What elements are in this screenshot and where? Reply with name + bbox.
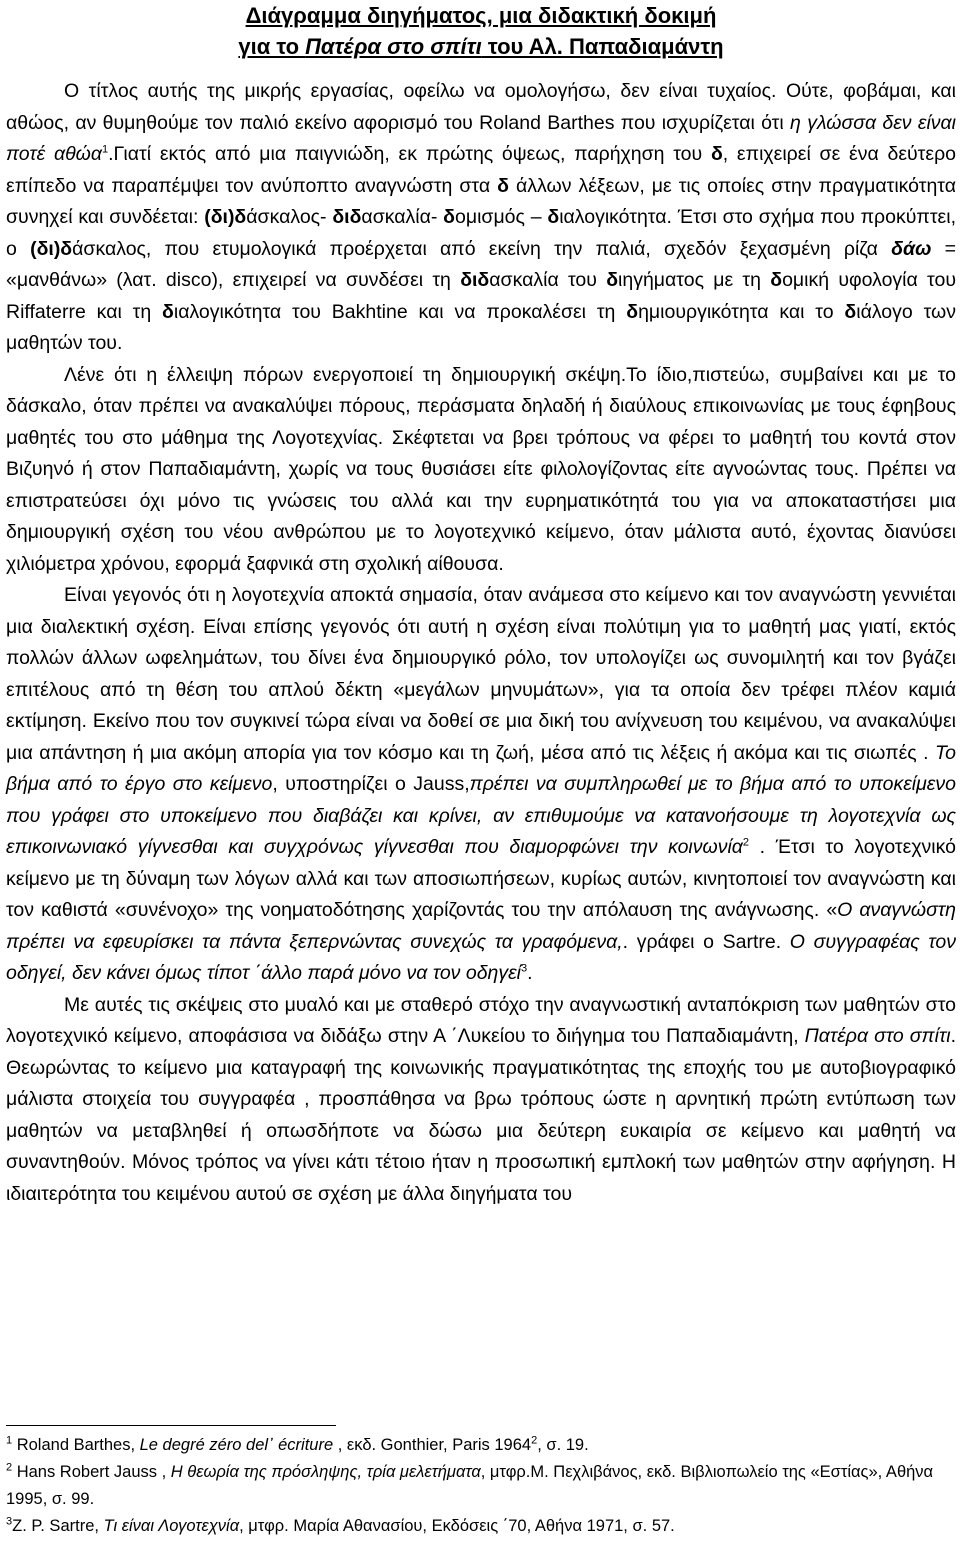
text-run: Με αυτές τις σκέψεις στο μυαλό και με σταθερό στόχο την αναγνωστική ανταπόκριση των μαθητών στο λογοτεχνικό κείμενο, αποφάσισα να διδάξω στην Α ΄Λυκείου το διήγημα του Παπαδιαμάντη, [6, 993, 956, 1047]
paragraph-2: Λένε ότι η έλλειψη πόρων ενεργοποιεί τη δημιουργική σκέψη.Το ίδιο,πιστεύω, συμβαίνει και με το δάσκαλο, όταν πρέπει να ανακαλύψει πόρους, περάσματα δηλαδή ή διαύλους επικοινωνίας με τους έφηβους μαθητές του στο μάθημα της Λογοτεχνίας. Σκέφτεται να βρει τρόπους να φέρει το μαθητή του κοντά στον Βιζυηνό ή στον Παπαδιαμάντη, χωρίς να τους θυσιάσει είτε φιλολογίζοντας είτε αγνοώντας τους. Πρέπει να επιστρατεύσει όχι μόνο τις γνώσεις του αλλά και την ευρηματικότητά του για να αποκαταστήσει μια δημιουργική σχέση του νέου ανθρώπου με το λογοτεχνικό κείμενο, όταν μάλιστα αυτό, έχοντας διανύσει χιλιόμετρα χρόνου, εφορμά ξαφνικά στη σχολική αίθουσα. [6, 363, 956, 575]
text-run: Ζ. Ρ. Sartre, [12, 1517, 104, 1535]
bold-letter: δ [497, 174, 509, 197]
text-run: = «μανθάνω» (λατ. disco), επιχειρεί να συνδέσει τη [6, 237, 957, 291]
italic-title: Η θεωρία της πρόσληψης, τρία μελετήματα [170, 1463, 481, 1481]
italic-title: Τι είναι Λογοτεχνία [103, 1517, 240, 1535]
title-text: για το [238, 34, 306, 59]
text-run: , επιχειρεί σε ένα δεύτερο επίπεδο να παραπέμψει τον ανύποπτο αναγνώστη στα [6, 143, 957, 197]
footnote-separator [6, 1425, 336, 1426]
title-line-1: Διάγραμμα διηγήματος, μια διδακτική δοκιμή [245, 3, 717, 28]
italic-work-name: Πατέρα στο σπίτι [804, 1025, 951, 1047]
text-run: ιαλογικότητα του Bakhtine και να προκαλέσει τη [173, 300, 627, 323]
footnote-list [6, 1432, 956, 1540]
italic-quote: πρέπει να συμπληρωθεί με το βήμα από το υποκείμενο που γράφει στο υποκείμενο που διαβάζει και κρίνει, αν επιθυμούμε να κατανοήσουμε τη λογοτεχνία ως επικοινωνιακό γίγνεσθαι και συγχρόνως γίγνεσθαι που διαμορφώνει την κοινωνία [6, 773, 956, 858]
text-run: . Έτσι το λογοτεχνικό κείμενο με τη δύναμη των λόγων αλλά και των αποσιωπήσεων, κυρίως αυτών, κινητοποιεί τον αναγνώστη και τον καθιστά «συνένοχο» της νοηματοδότησης χαρίζοντάς του την απόλαυση της ανάγνωσης. « [6, 836, 956, 921]
text-run: Ο τίτλος αυτής της μικρής εργασίας, οφείλω να ομολογήσω, δεν είναι τυχαίος. Ούτε, φοβάμαι, και αθώος, αν θυμηθούμε τον παλιό εκείνο αφορισμό του Roland Barthes που ισχυρίζεται ότι [6, 80, 956, 134]
bold-letter: (δι)δ [204, 206, 247, 228]
text-run: , σ. 19. [537, 1436, 589, 1454]
edition-number: 2 [531, 1434, 538, 1447]
text-run: ιάλογο των μαθητών του. [6, 300, 956, 354]
bold-letter: δ [162, 300, 174, 323]
bold-italic-word: δάω [891, 237, 932, 260]
footnote-ref-2: 2 [742, 836, 750, 849]
text-run: , εκδ. Gonthier, Paris 1964 [333, 1436, 532, 1454]
text-run: ομική υφολογία του Riffaterre και τη [6, 269, 956, 323]
bold-letter: διδ [332, 206, 362, 228]
text-run: , υποστηρίζει ο Jauss, [272, 773, 470, 795]
footnote-3 [6, 1513, 956, 1540]
bold-letter: δ [710, 143, 723, 165]
footnote-ref-1: 1 [101, 143, 109, 156]
bold-letter: δ [443, 206, 455, 228]
bold-letter: διδ [460, 269, 490, 291]
text-run: . Θεωρώντας το κείμενο μια καταγραφή της κοινωνικής πραγματικότητας της εποχής του με αυτοβιογραφικό μάλιστα στοιχεία του συγγραφέα , προσπάθησα να βρω τρόπους ώστε η αρνητική πρώτη εντύπωση των μαθητών να μεταβληθεί ή οπωσδήποτε να δώσω μια δεύτερη ευκαιρία σε κείμενο και μαθητή να συναντηθούν. Μόνος τρόπος να γίνει κάτι τέτοιο ήταν η προσωπική εμπλοκή των μαθητών στην αφήγηση. Η ιδιαιτερότητα του κειμένου αυτού σε σχέση με άλλα διηγήματα του [6, 1025, 956, 1205]
italic-title: Le degré zéro del᾽ écriture [139, 1436, 334, 1454]
title-text: του Αλ. Παπαδιαμάντη [481, 34, 724, 59]
text-run: ιαλογικότητα. Έτσι στο σχήμα που προκύπτει, ο [6, 206, 956, 260]
text-run: .Γιατί εκτός από μια παιγνιώδη, εκ πρώτης όψεως, παρήχηση του [108, 143, 711, 165]
bold-letter: δ [844, 300, 857, 323]
italic-quote: η γλώσσα δεν είναι ποτέ αθώα [6, 111, 956, 165]
text-run: ασκαλία- [361, 206, 444, 228]
text-run: . γράφει ο Sartre. [622, 930, 790, 953]
text-run: Hans Robert Jauss , [12, 1463, 171, 1481]
footnote-number: 1 [6, 1434, 13, 1447]
text-run: Είναι γεγονός ότι η λογοτεχνία αποκτά σημασία, όταν ανάμεσα στο κείμενο και τον αναγνώστη γεννιέται μια διαλεκτική σχέση. Είναι επίσης γεγονός ότι αυτή η σχέση είναι πολύτιμη για το μαθητή μας γιατί, εκτός πολλών άλλων ωφελημάτων, του δίνει ένα δημιουργικό ρόλο, τον υπολογίζει ως συνομιλητή και τον βγάζει επιτέλους από τη θέση του απλού δέκτη «μεγάλων μηνυμάτων», για τα οποία δεν τρέφει πλέον καμιά εκτίμηση. Εκείνο που τον συγκινεί τώρα είναι να δοθεί σε μια δική του ανίχνευση του κειμένου, να ανακαλύψει μια απάντηση ή μια ακόμη απορία για τον κόσμο και τη ζωή, μέσα από τις λέξεις ή ακόμα και τις σιωπές . [6, 584, 956, 764]
footnote-2 [6, 1459, 956, 1513]
text-run: Roland Barthes, [12, 1436, 140, 1454]
text-run: ομισμός – [455, 206, 548, 228]
title-work-name: Πατέρα στο σπίτι [305, 34, 482, 59]
text-run: ιηγήματος με τη [618, 269, 771, 291]
text-run: . [527, 962, 533, 984]
document-body [6, 76, 956, 1210]
text-run: άσκαλος- [246, 206, 333, 228]
footnote-number: 3 [6, 1515, 13, 1528]
text-run: άσκαλος, που ετυμολογικά προέρχεται από εκείνη την παλιά, σχεδόν ξεχασμένη ρίζα [72, 237, 892, 260]
footnotes [6, 1425, 956, 1540]
text-run: , μτφρ. Μαρία Αθανασίου, Εκδόσεις ΄70, Αθήνα 1971, σ. 57. [239, 1517, 675, 1535]
bold-letter: δ [547, 206, 560, 228]
text-run: , μτφρ.Μ. Πεχλιβάνος, εκδ. Βιβλιοπωλείο της «Εστίας», Αθήνα 1995, σ. 99. [6, 1463, 934, 1508]
footnote-ref-3: 3 [521, 962, 528, 975]
document-page [6, 0, 956, 1210]
paragraph-1 [6, 76, 956, 360]
paragraph-3 [6, 580, 956, 990]
paragraph-4 [6, 990, 956, 1211]
bold-letter: δ [606, 269, 619, 291]
italic-quote: Το βήμα από το έργο στο κείμενο [6, 741, 956, 795]
bold-letter: δ [770, 269, 783, 291]
italic-quote: Ο συγγραφέας τον οδηγεί, δεν κάνει όμως τίποτ ΄άλλο παρά μόνο να τον οδηγεί [6, 930, 956, 984]
text-run: ημιουργικότητα και το [638, 300, 845, 323]
title-line-2 [6, 31, 956, 62]
document-title [6, 0, 956, 62]
bold-letter: (δι)δ [30, 237, 73, 260]
footnote-number: 2 [6, 1461, 13, 1474]
italic-quote: Ο αναγνώστη πρέπει να εφευρίσκει τα πάντα ξεπερνώντας συνεχώς τα γραφόμενα, [6, 899, 956, 953]
bold-letter: δ [626, 300, 639, 323]
text-run: ασκαλία του [489, 269, 607, 291]
text-run: άλλων λέξεων, με τις οποίες στην πραγματικότητα συνηχεί και συνδέεται: [6, 174, 956, 228]
footnote-1 [6, 1432, 956, 1459]
